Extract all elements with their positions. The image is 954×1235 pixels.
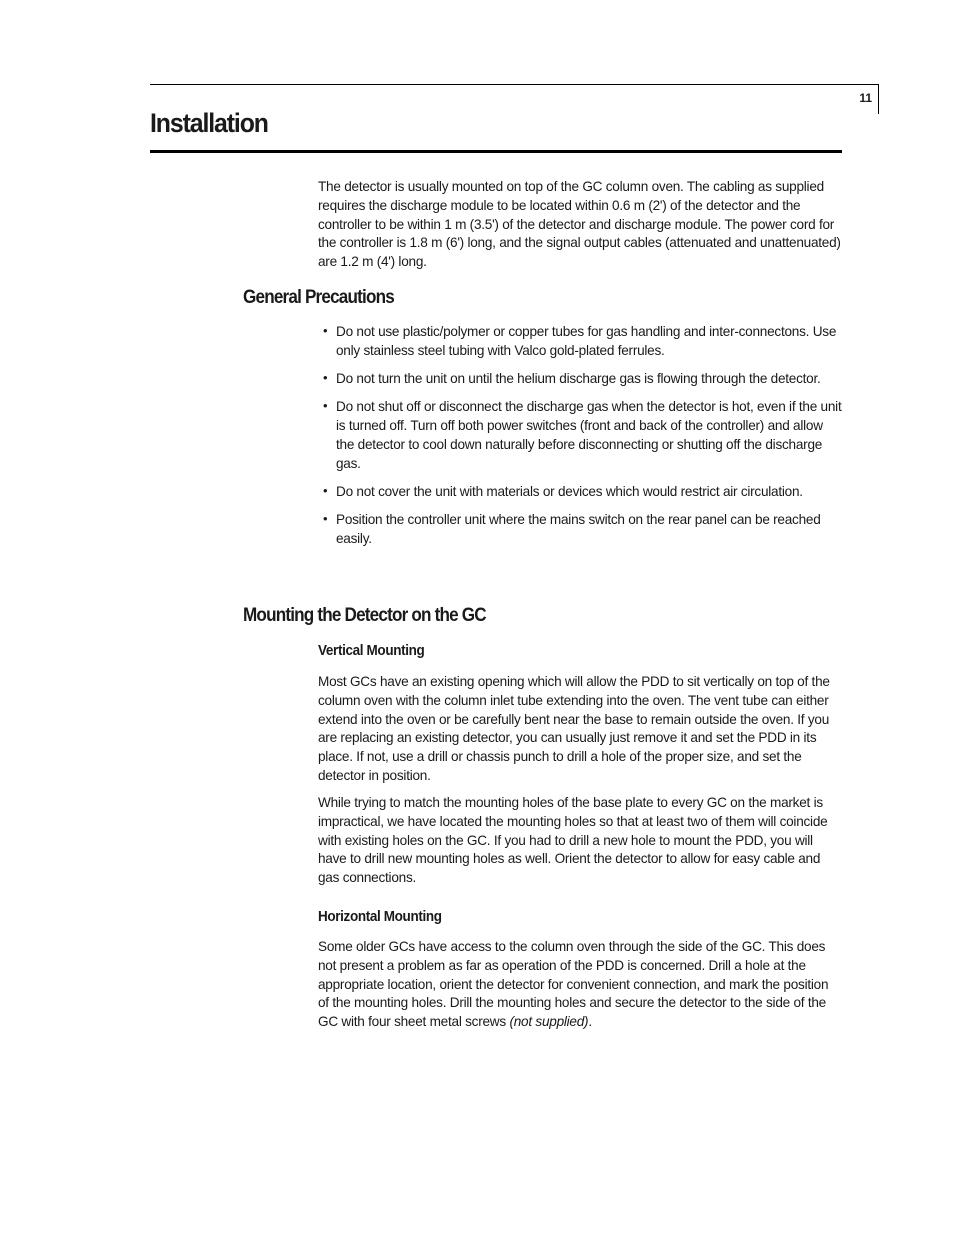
horizontal-paragraph-end: . — [588, 1014, 592, 1030]
intro-paragraph: The detector is usually mounted on top of the GC column oven. The cabling as supplied requires the discharge module to be located within 0.6 m (2') of the detector and the controller to be within 1 m (3.5') of the detector and discharge module. The power cord for the controller is 1.8 m (6') long, and the signal output cables (attenuated and unattenuated) are 1.2 m (4') long. — [318, 179, 841, 270]
list-item-text: Do not cover the unit with materials or devices which would restrict air circulation. — [336, 484, 803, 500]
title-rule — [150, 150, 842, 153]
list-item-text: Position the controller unit where the mains switch on the rear panel can be reached easily. — [336, 512, 821, 547]
vertical-mounting-paragraph-2: While trying to match the mounting holes of the base plate to every GC on the market is impractical, we have located the mounting holes so that at least two of them will coincide with existing holes on the GC. If you had to drill a new hole to mount the PDD, you will have to drill new mounting holes as well. Orient the detector to allow for easy cable and gas connections. — [318, 795, 828, 886]
list-item-text: Do not shut off or disconnect the discharge gas when the detector is hot, even if the unit is turned off. Turn off both power switches (front and back of the controller) and allow the detector to cool down naturally before disconnecting or shutting off the discharge gas. — [336, 399, 842, 471]
precautions-list — [318, 323, 842, 558]
list-item — [318, 323, 842, 361]
list-item — [318, 511, 842, 549]
header-rule — [150, 84, 878, 85]
list-item — [318, 398, 842, 473]
header-tick — [878, 84, 879, 114]
list-item-text: Do not turn the unit on until the helium discharge gas is flowing through the detector. — [336, 371, 821, 387]
chapter-title: Installation — [150, 108, 268, 138]
general-precautions-heading: General Precautions — [243, 287, 394, 308]
bullet-icon: • — [323, 483, 328, 499]
page-number: 11 — [859, 91, 872, 105]
bullet-icon: • — [323, 323, 328, 338]
list-item — [318, 483, 842, 502]
vertical-mounting-paragraph-1: Most GCs have an existing opening which will allow the PDD to sit vertically on top of the column oven with the column inlet tube extending into the oven. The vent tube can either extend into the oven or be carefully bent near the base to remain outside the oven. If you are replacing an existing detector, you can usually just remove it and set the PDD in its place. If not, use a drill or chassis punch to drill a hole of the proper size, and set the detector in position. — [318, 674, 830, 783]
horizontal-mounting-paragraph — [318, 938, 842, 1032]
horizontal-paragraph-text: Some older GCs have access to the column oven through the side of the GC. This does not present a problem as far as operation of the PDD is concerned. Drill a hole at the appropriate location, orient the detector for convenient connection, and mark the position of the mounting holes. Drill the mounting holes and secure the detector to the side of the GC with four sheet metal screws — [318, 939, 829, 1030]
vertical-mounting-heading: Vertical Mounting — [318, 642, 425, 659]
list-item-text: Do not use plastic/polymer or copper tubes for gas handling and inter-connectons. Use only stainless steel tubing with Valco gold-plated ferrules. — [336, 324, 837, 358]
bullet-icon: • — [323, 370, 328, 386]
horizontal-mounting-heading: Horizontal Mounting — [318, 908, 442, 925]
bullet-icon: • — [323, 398, 328, 414]
list-item — [318, 370, 842, 389]
mounting-heading: Mounting the Detector on the GC — [243, 605, 486, 626]
bullet-icon: • — [323, 511, 328, 527]
not-supplied-note: (not supplied) — [509, 1014, 589, 1030]
